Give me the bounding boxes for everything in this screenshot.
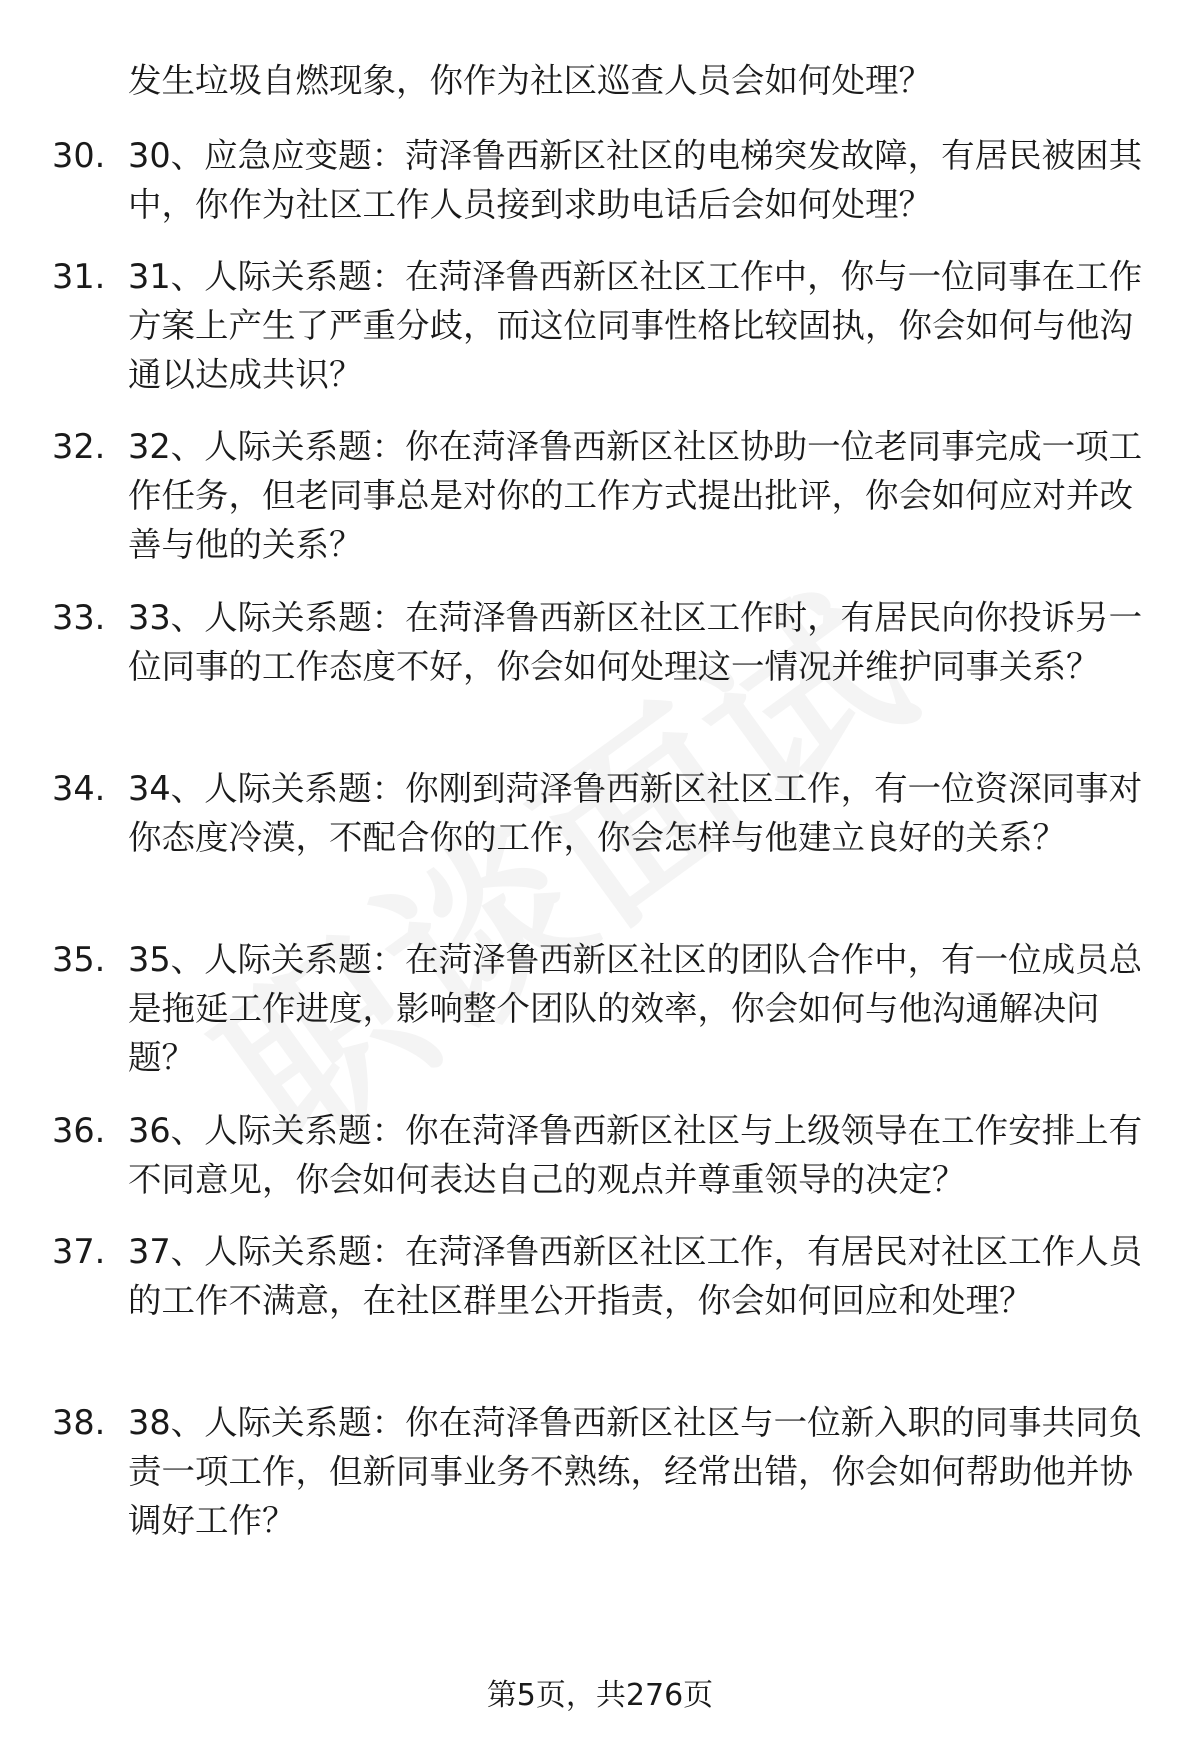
question-text: 34、人际关系题：你刚到菏泽鲁西新区社区工作，有一位资深同事对你态度冷漠，不配合你的工作，你会怎样与他建立良好的关系？ bbox=[128, 769, 1143, 857]
question-number: 30. bbox=[52, 136, 106, 175]
question-text: 33、人际关系题：在菏泽鲁西新区社区工作时，有居民向你投诉另一位同事的工作态度不好，你会如何处理这一情况并维护同事关系？ bbox=[128, 598, 1143, 686]
question-number: 37. bbox=[52, 1232, 106, 1271]
question-number: 32. bbox=[52, 427, 106, 466]
page-number: 第5页，共276页 bbox=[486, 1678, 714, 1713]
question-number: 34. bbox=[52, 769, 106, 808]
question-number: 36. bbox=[52, 1111, 106, 1150]
question-text: 37、人际关系题：在菏泽鲁西新区社区工作，有居民对社区工作人员的工作不满意，在社区群里公开指责，你会如何回应和处理？ bbox=[128, 1232, 1143, 1320]
question-number: 35. bbox=[52, 940, 106, 979]
question-text: 30、应急应变题：菏泽鲁西新区社区的电梯突发故障，有居民被困其中，你作为社区工作人员接到求助电话后会如何处理？ bbox=[128, 136, 1143, 224]
question-number: 31. bbox=[52, 257, 106, 296]
question-text: 32、人际关系题：你在菏泽鲁西新区社区协助一位老同事完成一项工作任务，但老同事总是对你的工作方式提出批评，你会如何应对并改善与他的关系？ bbox=[128, 427, 1143, 564]
question-number: 38. bbox=[52, 1403, 106, 1442]
question-number: 33. bbox=[52, 598, 106, 637]
question-text: 31、人际关系题：在菏泽鲁西新区社区工作中，你与一位同事在工作方案上产生了严重分歧，而这位同事性格比较固执，你会如何与他沟通以达成共识？ bbox=[128, 257, 1143, 394]
question-text: 36、人际关系题：你在菏泽鲁西新区社区与上级领导在工作安排上有不同意见，你会如何表达自己的观点并尊重领导的决定？ bbox=[128, 1111, 1143, 1199]
question-text: 38、人际关系题：你在菏泽鲁西新区社区与一位新入职的同事共同负责一项工作，但新同事业务不熟练，经常出错，你会如何帮助他并协调好工作？ bbox=[128, 1403, 1143, 1540]
continued-question-text: 发生垃圾自燃现象，你作为社区巡查人员会如何处理？ bbox=[128, 61, 932, 100]
question-text: 35、人际关系题：在菏泽鲁西新区社区的团队合作中，有一位成员总是拖延工作进度，影响整个团队的效率，你会如何与他沟通解决问题？ bbox=[128, 940, 1143, 1077]
